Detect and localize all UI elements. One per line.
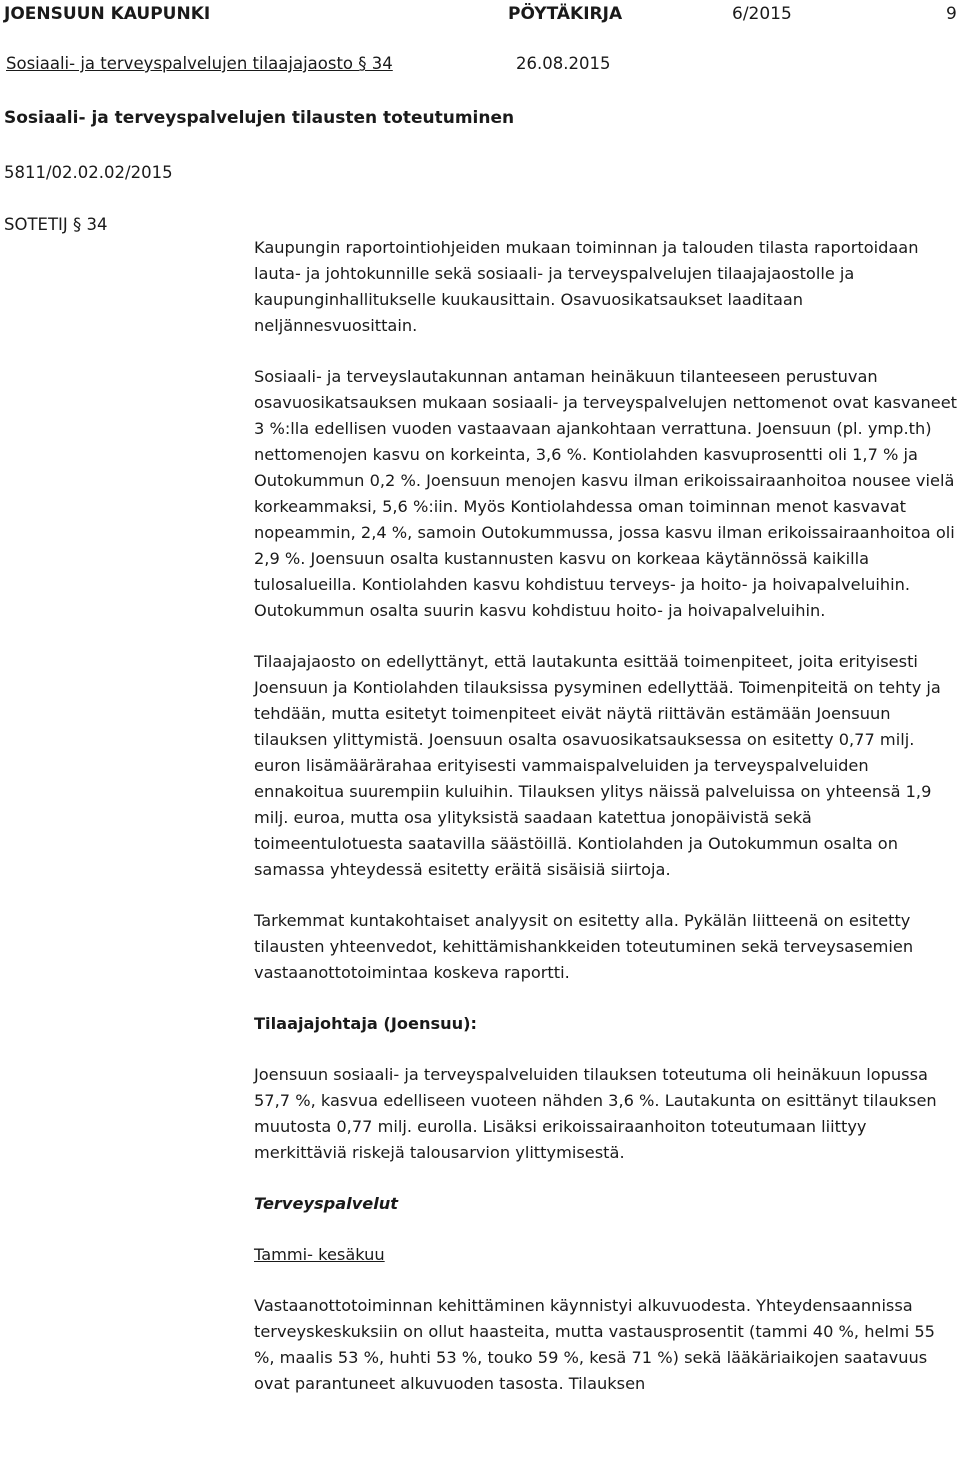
page-title: Sosiaali- ja terveyspalvelujen tilausten toteutuminen (4, 108, 515, 128)
document-body (254, 235, 958, 1422)
document-subheader (6, 54, 956, 80)
organization-name: JOENSUUN KAUPUNKI (4, 4, 211, 24)
paragraph-measures: Tilaajajaosto on edellyttänyt, että lautakunta esittää toimenpiteet, joita erityisesti Joensuun ja Kontiolahden tilauksissa pysyminen edellyttää. Toimenpiteitä on tehty ja tehdään, mutta esitetyt toimenpiteet eivät näytä riittävän estämään Joensuun tilauksen ylittymistä. Joensuun osalta osavuosikatsauksessa on esitetty 0,77 milj. euron lisämäärärahaa erityisesti vammaispalveluiden ja terveyspalveluiden ennakoitua suurempiin kuluihin. Tilauksen ylitys näissä palveluissa on yhteensä 1,9 milj. euroa, mutta osa ylityksistä saadaan katettua jonopäivistä sekä toimeentulotuesta saatavilla säästöillä. Kontiolahden ja Outokummun osalta on samassa yhteydessä esitetty eräitä sisäisiä siirtoja. (254, 652, 941, 879)
section-code: SOTETIJ § 34 (4, 215, 108, 234)
meeting-date: 26.08.2015 (516, 54, 611, 73)
paragraph-interim-report: Sosiaali- ja terveyslautakunnan antaman heinäkuun tilanteeseen perustuvan osavuosikatsauksen mukaan sosiaali- ja terveyspalvelujen nettomenot ovat kasvaneet 3 %:lla edellisen vuoden vastaavaan ajankohtaan verrattuna. Joensuun (pl. ymp.th) nettomenojen kasvu on korkeinta, 3,6 %. Kontiolahden kasvuprosentti oli 1,7 % ja Outokummun 0,2 %. Joensuun menojen kasvu ilman erikoissairaanhoitoa nousee vielä korkeammaksi, 5,6 %:iin. Myös Kontiolahdessa oman toiminnan menot kasvavat nopeammin, 2,4 %, samoin Outokummussa, jossa kasvu ilman erikoissairaanhoitoa oli 2,9 %. Joensuun osalta kustannusten kasvu on korkeaa käytännössä kaikilla tulosalueilla. Kontiolahden kasvu kohdistuu terveys- ja hoito- ja hoivapalveluihin. Outokummun osalta suurin kasvu kohdistuu hoito- ja hoivapalveluihin. (254, 367, 958, 620)
document-type: PÖYTÄKIRJA (508, 4, 623, 24)
document-header (0, 4, 960, 30)
page-number: 9 (946, 4, 957, 24)
document-number: 6/2015 (732, 4, 792, 24)
paragraph-reporting: Kaupungin raportointiohjeiden mukaan toiminnan ja talouden tilasta raportoidaan lauta- ja johtokunnille sekä sosiaali- ja terveyspalvelujen tilaajajaostolle ja kaupunginhallitukselle kuukausittain. Osavuosikatsaukset laaditaan neljännesvuosittain. (254, 238, 919, 335)
paragraph-reception: Vastaanottotoiminnan kehittäminen käynnistyi alkuvuodesta. Yhteydensaannissa terveyskeskuksiin on ollut haasteita, mutta vastausprosentit (tammi 40 %, helmi 55 %, maalis 53 %, huhti 53 %, touko 59 %, kesä 71 %) sekä lääkäriaikojen saatavuus ovat parantuneet alkuvuoden tasosta. Tilauksen (254, 1296, 935, 1393)
paragraph-joensuu: Joensuun sosiaali- ja terveyspalveluiden tilauksen toteutuma oli heinäkuun lopussa 57,7 %, kasvua edelliseen vuoteen nähden 3,6 %. Lautakunta on esittänyt tilauksen muutosta 0,77 milj. eurolla. Lisäksi erikoissairaanhoiton toteutumaan liittyy merkittäviä riskejä talousarvion ylittymisestä. (254, 1065, 937, 1162)
period-heading: Tammi- kesäkuu (254, 1245, 385, 1264)
reference-number: 5811/02.02.02/2015 (4, 163, 173, 182)
topic-heading: Terveyspalvelut (254, 1194, 399, 1213)
body-and-section: Sosiaali- ja terveyspalvelujen tilaajajaosto § 34 (6, 54, 393, 73)
subsection-heading: Tilaajajohtaja (Joensuu): (254, 1014, 478, 1033)
paragraph-analyses: Tarkemmat kuntakohtaiset analyysit on esitetty alla. Pykälän liitteenä on esitetty tilausten yhteenvedot, kehittämishankkeiden toteutuminen sekä terveysasemien vastaanottotoimintaa koskeva raportti. (254, 911, 914, 982)
